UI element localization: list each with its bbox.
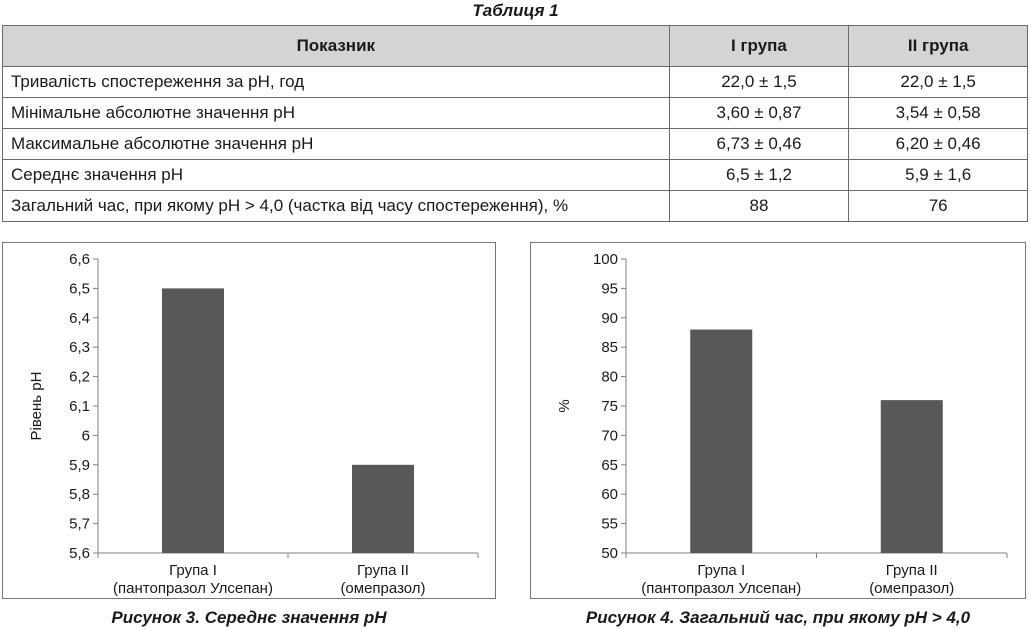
x-category-label: Група II xyxy=(357,562,409,579)
table-title: Таблиця 1 xyxy=(472,1,559,20)
y-tick-label: 75 xyxy=(601,398,618,415)
y-tick-label: 60 xyxy=(601,486,618,504)
group-2-value: 76 xyxy=(849,191,1028,222)
y-tick-label: 5,9 xyxy=(69,456,90,474)
row-label: Середнє значення pH xyxy=(3,160,670,191)
figure-3-frame xyxy=(2,242,496,599)
x-category-label: Група II xyxy=(885,562,938,579)
figure-3-caption: Рисунок 3. Середнє значення pH xyxy=(111,608,387,627)
table-row xyxy=(3,67,1028,98)
y-tick-label: 6 xyxy=(81,427,90,445)
row-label: Тривалість спостереження за pH, год xyxy=(3,67,670,98)
group-2-value: 3,54 ± 0,58 xyxy=(849,98,1028,129)
y-tick-label: 5,8 xyxy=(69,486,90,504)
row-label: Мінімальне абсолютне значення pH xyxy=(3,98,670,129)
table-row xyxy=(3,160,1028,191)
y-tick-label: 95 xyxy=(601,280,618,298)
x-category-label: (омепразол) xyxy=(340,580,426,597)
header-group-2: II група xyxy=(849,26,1028,67)
y-tick-label: 6,4 xyxy=(69,309,90,327)
group-2-value: 22,0 ± 1,5 xyxy=(849,67,1028,98)
y-axis-label: % xyxy=(556,399,573,413)
y-tick-label: 6,2 xyxy=(69,368,90,386)
y-tick-label: 5,7 xyxy=(69,515,90,533)
y-tick-label: 55 xyxy=(601,515,618,533)
group-1-value: 88 xyxy=(669,191,849,222)
bar xyxy=(881,400,943,553)
bar xyxy=(352,465,414,553)
figure-4-chart xyxy=(531,243,1025,598)
x-category-label: Група I xyxy=(169,562,217,579)
y-tick-label: 70 xyxy=(601,427,618,445)
y-tick-label: 100 xyxy=(592,251,618,268)
bar xyxy=(690,330,752,553)
group-1-value: 22,0 ± 1,5 xyxy=(669,67,849,98)
figure-4-frame xyxy=(530,242,1026,599)
y-tick-label: 90 xyxy=(601,309,618,327)
header-indicator: Показник xyxy=(3,26,670,67)
y-tick-label: 6,5 xyxy=(69,280,90,298)
y-tick-label: 80 xyxy=(601,368,618,386)
header-group-1: I група xyxy=(669,26,849,67)
y-tick-label: 6,3 xyxy=(69,339,90,357)
bar xyxy=(162,288,224,553)
row-label: Загальний час, при якому pH > 4,0 (частка від часу спостереження), % xyxy=(3,191,670,222)
table-row xyxy=(3,191,1028,222)
group-1-value: 6,5 ± 1,2 xyxy=(669,160,849,191)
x-category-label: (пантопразол Улсепан) xyxy=(641,580,802,597)
group-1-value: 3,60 ± 0,87 xyxy=(669,98,849,129)
y-tick-label: 5,6 xyxy=(69,545,90,562)
y-tick-label: 6,1 xyxy=(69,398,90,415)
figure-3-chart xyxy=(3,243,495,598)
y-axis-label: Рівень pH xyxy=(28,371,45,441)
group-1-value: 6,73 ± 0,46 xyxy=(669,129,849,160)
figure-4-caption: Рисунок 4. Загальний час, при якому pH > 4,0 xyxy=(585,608,971,627)
table-row xyxy=(3,98,1028,129)
x-category-label: (пантопразол Улсепан) xyxy=(113,580,273,597)
y-tick-label: 50 xyxy=(601,545,618,562)
y-tick-label: 85 xyxy=(601,339,618,357)
x-category-label: (омепразол) xyxy=(869,580,955,597)
group-2-value: 5,9 ± 1,6 xyxy=(849,160,1028,191)
results-table xyxy=(2,25,1028,222)
x-category-label: Група I xyxy=(697,562,746,579)
table-header-row xyxy=(3,26,1028,67)
row-label: Максимальне абсолютне значення pH xyxy=(3,129,670,160)
group-2-value: 6,20 ± 0,46 xyxy=(849,129,1028,160)
y-tick-label: 6,6 xyxy=(69,251,90,268)
table-row xyxy=(3,129,1028,160)
y-tick-label: 65 xyxy=(601,456,618,474)
